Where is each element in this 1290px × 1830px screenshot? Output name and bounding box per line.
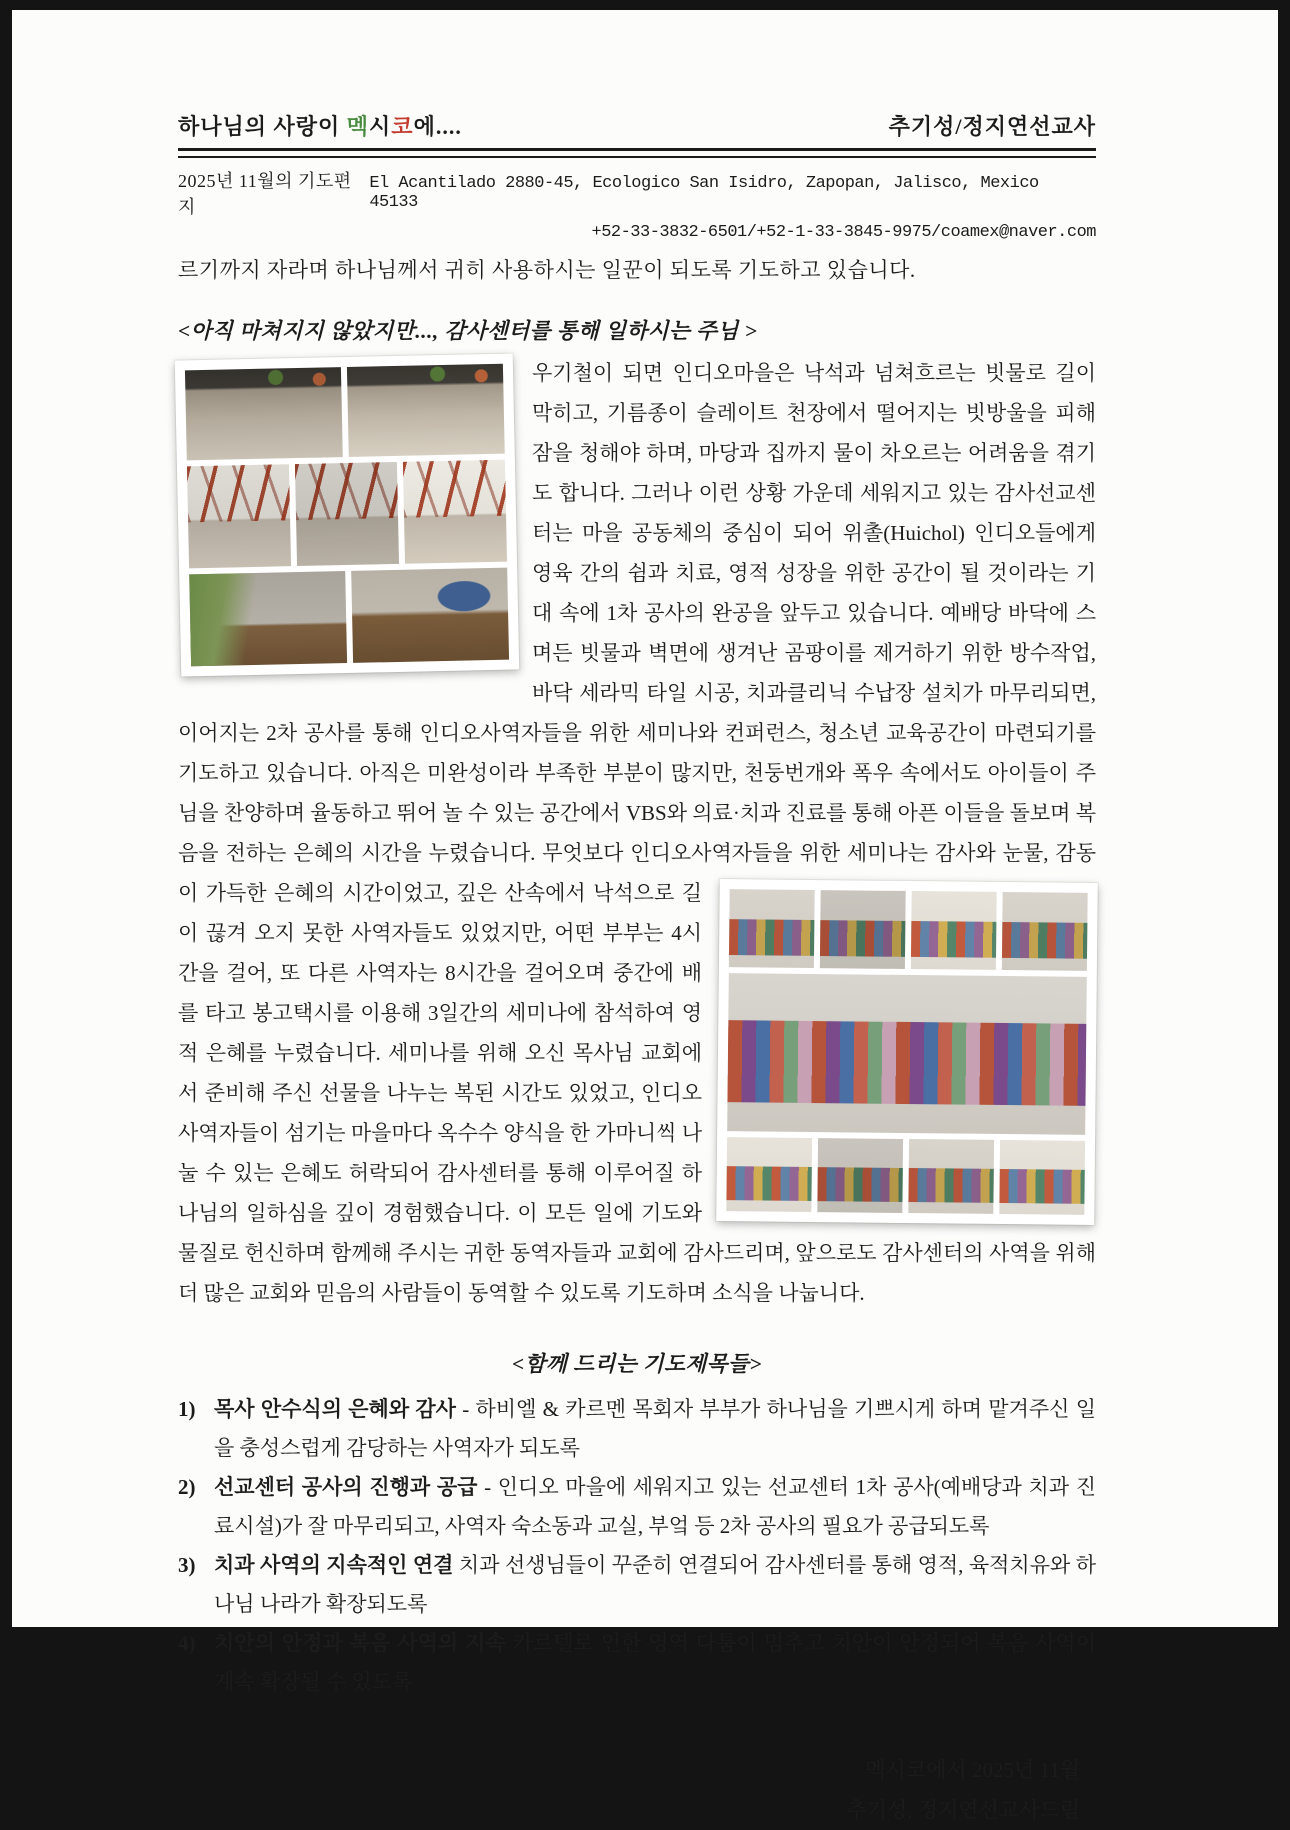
signature-line-1: 멕시코에서 2025년 11월 xyxy=(865,1758,1080,1782)
prayer-item-1-lead: 목사 안수식의 은혜와 감사 xyxy=(214,1397,456,1421)
letter-content xyxy=(12,10,1278,1830)
construction-photo-3 xyxy=(187,464,291,568)
prayer-item-1-text: - 하비엘 & 카르멘 목회자 부부가 하나님을 기쁘시게 하며 맡겨주신 일을 충성스럽게 감당하는 사역자가 되도록 xyxy=(214,1397,1096,1460)
prayer-item-1-number: 1) xyxy=(178,1397,196,1421)
intro-paragraph: 르기까지 자라며 하나님께서 귀히 사용하시는 일꾼이 되도록 기도하고 있습니다. xyxy=(178,258,916,282)
contact-line: +52-33-3832-6501/+52-1-33-3845-9975/coamex@naver.com xyxy=(591,223,1096,242)
seminar-photo-7 xyxy=(817,1138,903,1213)
construction-photo-2 xyxy=(347,364,505,457)
prayer-item-2 xyxy=(178,1468,1096,1546)
construction-photo-5 xyxy=(403,460,507,564)
prayer-heading: <함께 드리는 기도제목들> xyxy=(512,1352,762,1376)
seminar-photo-group xyxy=(727,973,1087,1135)
construction-photo-collage xyxy=(175,353,520,676)
prayer-item-3-number: 3) xyxy=(178,1553,196,1577)
prayer-item-4-lead: 치안의 안정과 복음 사역의 지속 xyxy=(214,1631,506,1655)
title-suffix: 에.... xyxy=(413,114,462,139)
seminar-photo-4 xyxy=(1002,892,1088,971)
seminar-photo-3 xyxy=(911,891,997,970)
construction-photo-7 xyxy=(351,568,509,663)
seminar-photo-1 xyxy=(729,889,815,968)
prayer-item-4-number: 4) xyxy=(178,1631,196,1655)
construction-photo-1 xyxy=(185,367,343,460)
prayer-item-4 xyxy=(178,1624,1096,1702)
mailing-address: El Acantilado 2880-45, Ecologico San Isidro, Zapopan, Jalisco, Mexico 45133 xyxy=(369,174,1039,212)
prayer-item-3 xyxy=(178,1546,1096,1624)
letter-header xyxy=(178,110,1096,141)
prayer-item-3-lead: 치과 사역의 지속적인 연결 xyxy=(214,1553,454,1577)
section-body-part1: 우기철이 되면 인디오마을은 낙석과 넘쳐흐르는 빗물로 길이 막히고, 기름종이 슬레이트 천장에서 떨어지는 빗방울을 피해 잠을 청해야 하며, 마당과 집까지 물이 차오르는 어려움을 겪기도 합니다. 그러나 이런 상황 가운데 세워지고 있는 감사선교센터는 마을 공동체의 중심이 되어 위촐(Huichol) 인디오들에게 영육 간의 쉼과 치료, 영적 성장을 위한 공간이 될 것이라는 기대 속에 1차 공사의 완공을 앞두고 있습니다. 예배당 바닥에 스며든 빗물과 벽면에 생겨난 곰팡이를 제거하기 위한 방수작업, 바닥 세라믹 타일 시공, 치과클리닉 수납장 설치가 마무리되면, 이어지는 2차 공사를 통해 인디오사역자들을 위한 세미나와 컨퍼런스, 청소년 교육공간이 마련되기를 기도하고 있습니다. 아직은 미완성이라 부족한 부분이 많지만, 천둥번개와 폭우 속에서도 아이들이 주님을 찬양하며 율동하고 뛰어 놀 수 있는 공간에서 VBS와 의료·치과 진료를 통해 아픈 이들을 돌보며 복음을 전하는 은혜의 시간을 누렸습니다. 무엇보다 인디오사역자 xyxy=(178,361,1096,865)
title-letter-green: 멕 xyxy=(346,114,370,139)
prayer-item-1 xyxy=(178,1390,1096,1468)
seminar-photo-6 xyxy=(726,1137,812,1212)
seminar-photo-2 xyxy=(820,890,906,969)
header-info-row xyxy=(178,167,1096,219)
page-title xyxy=(178,110,462,141)
prayer-item-3-text: 치과 선생님들이 꾸준히 연결되어 감사센터를 통해 영적, 육적치유와 하나님 나라가 확장되도록 xyxy=(214,1553,1096,1616)
section-body-part2: 들을 위한 세미나는 감사와 눈물, 감동이 가득한 은혜의 시간이었고, 깊은 산속에서 낙석으로 길이 끊겨 오지 못한 사역자들도 있었지만, 어떤 부부는 4시간을 걸어, 또 다른 사역자는 8시간을 걸어오며 중간에 배를 타고 봉고택시를 이용해 3일간의 세미나에 참석하여 영적 은혜를 누렸습니다. 세미나를 위해 오신 목사님 교회에서 준비해 주신 선물을 나누는 복된 시간도 있었고, 인디오사역자들이 섬기는 마을마다 옥수수 양식을 한 가마니씩 나눌 수 있는 은혜도 허락되어 감사센터를 통해 이루어질 하나님의 일하심을 깊이 경험했습니다. 이 모든 일에 기도와 물질로 헌신하며 함께해 주시는 귀한 동역자들과 교회에 감사드리며, 앞으로도 감사센터의 사역을 위해 더 많은 교회와 믿음의 사람들이 동역할 수 있도록 기도하며 소식을 나눕니다. xyxy=(178,841,1096,1305)
prayer-item-2-lead: 선교센터 공사의 진행과 공급 xyxy=(214,1475,478,1499)
prayer-item-2-text: - 인디오 마을에 세워지고 있는 선교센터 1차 공사(예배당과 치과 진료시설)가 잘 마무리되고, 사역자 숙소동과 교실, 부엌 등 2차 공사의 필요가 공급되도록 xyxy=(214,1475,1097,1538)
title-letter-mid: 시 xyxy=(369,114,392,139)
seminar-photo-9 xyxy=(999,1140,1085,1215)
title-letter-red: 코 xyxy=(391,114,414,139)
signature-line-2: 추기성, 정지연선교사드림 xyxy=(846,1798,1080,1822)
prayer-item-4-text: 카르텔로 인한 영역 다툼이 멈추고 치안이 안정되어 복음 사역이 계속 확장될 수 있도록 xyxy=(214,1631,1096,1694)
newsletter-date-label: 2025년 11월의 기도편지 xyxy=(178,171,352,217)
missionary-names: 추기성/정지연선교사 xyxy=(888,114,1096,139)
prayer-list xyxy=(178,1390,1096,1702)
construction-photo-4 xyxy=(295,462,399,566)
section-heading: <아직 마쳐지지 않았지만..., 감사센터를 통해 일하시는 주님 > xyxy=(178,319,758,343)
prayer-item-2-number: 2) xyxy=(178,1475,196,1499)
section-body xyxy=(178,353,1096,1313)
seminar-photo-8 xyxy=(908,1139,994,1214)
header-double-rule xyxy=(178,148,1096,158)
title-prefix: 하나님의 사랑이 xyxy=(178,114,347,139)
signature-block xyxy=(178,1750,1096,1830)
letter-page xyxy=(12,10,1278,1822)
construction-photo-6 xyxy=(189,571,347,666)
seminar-photo-collage xyxy=(716,879,1098,1225)
